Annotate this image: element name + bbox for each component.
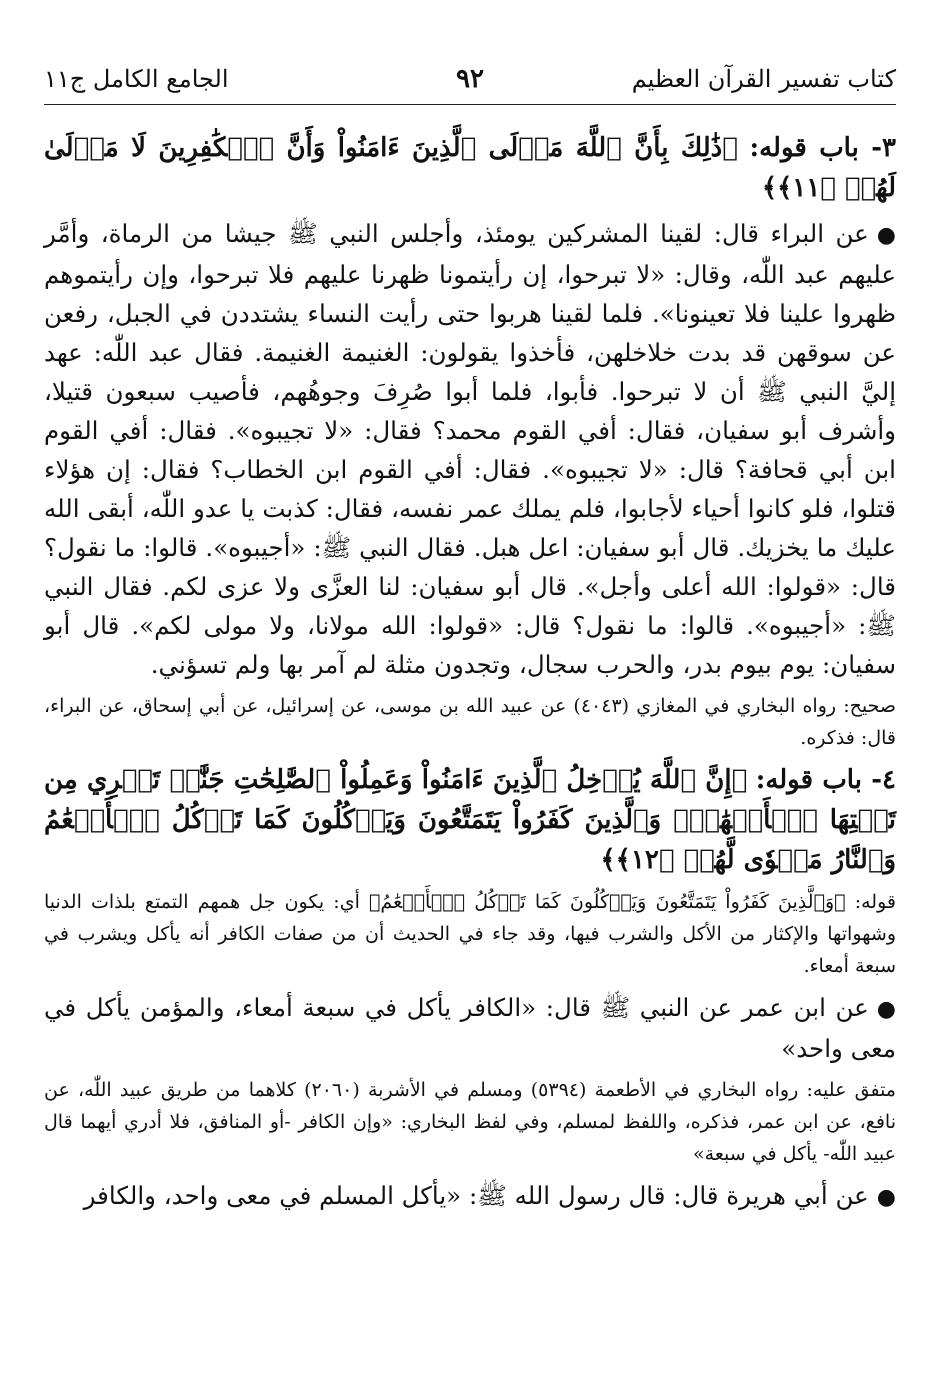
hadith-paragraph <box>44 214 896 684</box>
page-number: ٩٢ <box>456 64 484 94</box>
hadith-paragraph <box>44 1176 896 1217</box>
chapter-label: ٤- باب قوله: <box>755 765 897 795</box>
running-header <box>44 62 896 96</box>
hadith-text: عن البراء قال: لقينا المشركين يومئذ، وأجلس النبي ﷺ جيشا من الرماة، وأمَّر عليهم عبد اللّٰه، وقال: «لا تبرحوا، إن رأيتمونا ظهرنا عليهم فلا تبرحوا، وإن رأيتموهم ظهروا علينا فلا تعينونا». فلما لقينا هربوا حتى رأيت النساء يشتددن في الجبل، رفعن عن سوقهن قد بدت خلاخلهن، فأخذوا يقولون: الغنيمة الغنيمة. فقال عبد اللّٰه: عهد إليَّ النبي ﷺ أن لا تبرحوا. فأبوا، فلما أبوا صُرِفَ وجوهُهم، فأصيب سبعون قتيلا، وأشرف أبو سفيان، فقال: أفي القوم محمد؟ فقال: «لا تجيبوه». فقال: أفي القوم ابن أبي قحافة؟ قال: «لا تجيبوه». فقال: أفي القوم ابن الخطاب؟ فقال: إن هؤلاء قتلوا، فلو كانوا أحياء لأجابوا، فلم يملك عمر نفسه، فقال: كذبت يا عدو اللّٰه، أبقى الله عليك ما يخزيك. قال أبو سفيان: اعل هبل. فقال النبي ﷺ: «أجيبوه». قالوا: ما نقول؟ قال: «قولوا: الله أعلى وأجل». قال أبو سفيان: لنا العزَّى ولا عزى لكم. فقال النبي ﷺ: «أجيبوه». قالوا: ما نقول؟ قال: «قولوا: الله مولانا، ولا مولى لكم». قال أبو سفيان: يوم بيوم بدر، والحرب سجال، وتجدون مثلة لم آمر بها ولم تسؤني. <box>44 219 896 679</box>
hadith-text: عن أبي هريرة قال: قال رسول الله ﷺ: «يأكل المسلم في معى واحد، والكافر <box>83 1181 869 1210</box>
hadith-source: صحيح: رواه البخاري في المغازي (٤٠٤٣) عن عبيد الله بن موسى، عن إسرائيل، عن أبي إسحاق، عن البراء، قال: فذكره. <box>44 695 896 749</box>
page <box>44 62 896 1375</box>
chapter-heading <box>44 128 896 208</box>
hadith-source: متفق عليه: رواه البخاري في الأطعمة (٥٣٩٤) ومسلم في الأشربة (٢٠٦٠) كلاهما من طريق عبيد اللّٰه، عن نافع، عن ابن عمر، فذكره، واللفظ لمسلم، وفي لفظ البخاري: «وإن الكافر -أو المنافق، فلا أدري أيهما قال عبيد اللّٰه- يأكل في سبعة» <box>44 1079 896 1165</box>
bullet-icon: ● <box>876 997 896 1022</box>
page-body <box>44 128 896 1217</box>
hadith-text: عن ابن عمر عن النبي ﷺ قال: «الكافر يأكل في سبعة أمعاء، والمؤمن يأكل في معى واحد» <box>44 993 896 1063</box>
chapter-heading <box>44 760 896 880</box>
bullet-icon: ● <box>876 1185 896 1210</box>
volume-label: الجامع الكامل ج١١ <box>44 65 229 93</box>
commentary-paragraph: قوله: ﴿وَٱلَّذِينَ كَفَرُواْ يَتَمَتَّعُونَ وَيَأۡكُلُونَ كَمَا تَأۡكُلُ ٱلۡأَنۡعَٰمُ﴾ أي: يكون جل همهم التمتع بلذات الدنيا وشهواتها والإكثار من الأكل والشرب فيها، وقد جاء في الحديث أن من صفات الكافر أنه يأكل ويشرب في سبعة أمعاء. <box>44 891 896 977</box>
bullet-icon: ● <box>876 223 896 248</box>
hadith-paragraph <box>44 988 896 1068</box>
chapter-label: ٣- باب قوله: <box>749 133 896 163</box>
header-rule <box>44 104 896 105</box>
book-title: كتاب تفسير القرآن العظيم <box>631 65 896 93</box>
quran-verse: ﴿ذَٰلِكَ بِأَنَّ ٱللَّهَ مَوۡلَى ٱلَّذِينَ ءَامَنُواْ وَأَنَّ ٱلۡكَٰفِرِينَ لَا مَوۡلَىٰ لَهُمۡ ﴿١١﴾﴾ <box>44 133 896 203</box>
quran-verse: ﴿إِنَّ ٱللَّهَ يُدۡخِلُ ٱلَّذِينَ ءَامَنُواْ وَعَمِلُواْ ٱلصَّٰلِحَٰتِ جَنَّٰتٖ تَجۡرِي مِن تَحۡتِهَا ٱلۡأَنۡهَٰرُۖ وَٱلَّذِينَ كَفَرُواْ يَتَمَتَّعُونَ وَيَأۡكُلُونَ كَمَا تَأۡكُلُ ٱلۡأَنۡعَٰمُ وَٱلنَّارُ مَثۡوٗى لَّهُمۡ ﴿١٢﴾﴾ <box>44 765 896 875</box>
